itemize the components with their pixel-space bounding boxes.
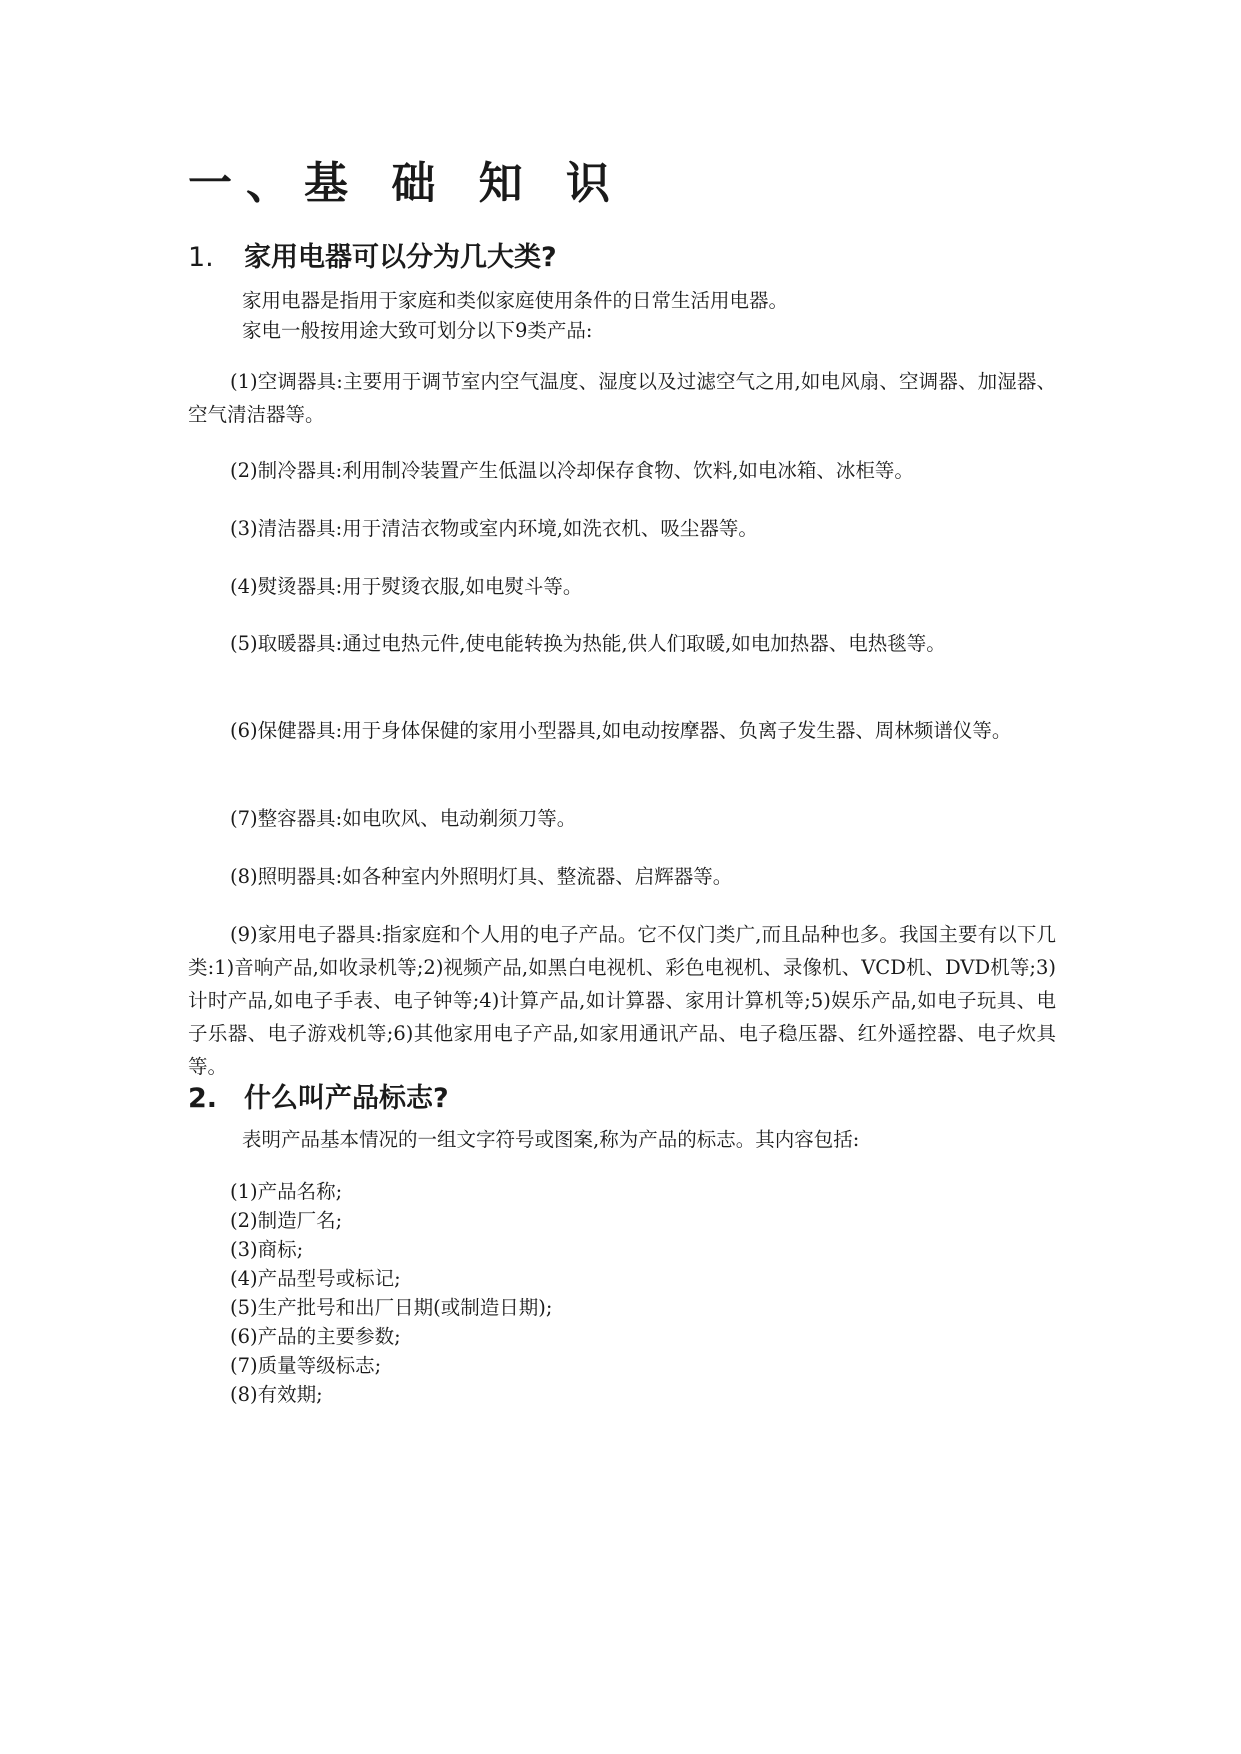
section-1-item-7: (7)整容器具:如电吹风、电动剃须刀等。 [230,807,577,830]
section-2-item-3: (3)商标; [230,1238,304,1261]
section-2-item-5: (5)生产批号和出厂日期(或制造日期); [230,1296,553,1319]
section-1-intro-line-2: 家电一般按用途大致可划分以下9类产品: [242,319,593,342]
section-1-intro-line-1: 家用电器是指用于家庭和类似家庭使用条件的日常生活用电器。 [242,289,789,312]
section-1-item-9: (9)家用电子器具:指家庭和个人用的电子产品。它不仅门类广,而且品种也多。我国主要有以下几类:1)音响产品,如收录机等;2)视频产品,如黑白电视机、彩色电视机、录像机、VCD机、DVD机等;3)计时产品,如电子手表、电子钟等;4)计算产品,如计算器、家用计算机等;5)娱乐产品,如电子玩具、电子乐器、电子游戏机等;6)其他家用电子产品,如家用通讯产品、电子稳压器、红外遥控器、电子炊具等。 [188,923,1056,1078]
section-1-item-8: (8)照明器具:如各种室内外照明灯具、整流器、启辉器等。 [230,865,733,888]
section-heading-2 [188,1079,449,1119]
section-1-item-6: (6)保健器具:用于身体保健的家用小型器具,如电动按摩器、负离子发生器、周林频谱仪等。 [230,719,1012,742]
section-1-item-3: (3)清洁器具:用于清洁衣物或室内环境,如洗衣机、吸尘器等。 [230,517,758,540]
section-2-item-6: (6)产品的主要参数; [230,1325,401,1348]
section-1-item-5: (5)取暖器具:通过电热元件,使电能转换为热能,供人们取暖,如电加热器、电热毯等。 [230,632,946,655]
section-2-item-7: (7)质量等级标志; [230,1354,382,1377]
section-1-item-1: (1)空调器具:主要用于调节室内空气温度、湿度以及过滤空气之用,如电风扇、空调器、加湿器、空气清洁器等。 [188,370,1056,426]
section-1-item-2: (2)制冷器具:利用制冷装置产生低温以冷却保存食物、饮料,如电冰箱、冰柜等。 [230,459,914,482]
section-2-item-2: (2)制造厂名; [230,1209,343,1232]
section-title-1: 家用电器可以分为几大类? [244,242,557,273]
section-2-item-1: (1)产品名称; [230,1180,343,1203]
section-2-intro-line-1: 表明产品基本情况的一组文字符号或图案,称为产品的标志。其内容包括: [242,1128,860,1151]
chapter-title: 一、基 础 知 识 [188,158,624,209]
section-title-2: 什么叫产品标志? [244,1083,449,1114]
section-1-item-4: (4)熨烫器具:用于熨烫衣服,如电熨斗等。 [230,575,583,598]
section-2-item-8: (8)有效期; [230,1383,323,1406]
section-number-2: 2. [188,1083,218,1114]
section-2-item-4: (4)产品型号或标记; [230,1267,401,1290]
section-heading-1 [188,238,557,278]
section-number-1: 1. [188,242,214,273]
